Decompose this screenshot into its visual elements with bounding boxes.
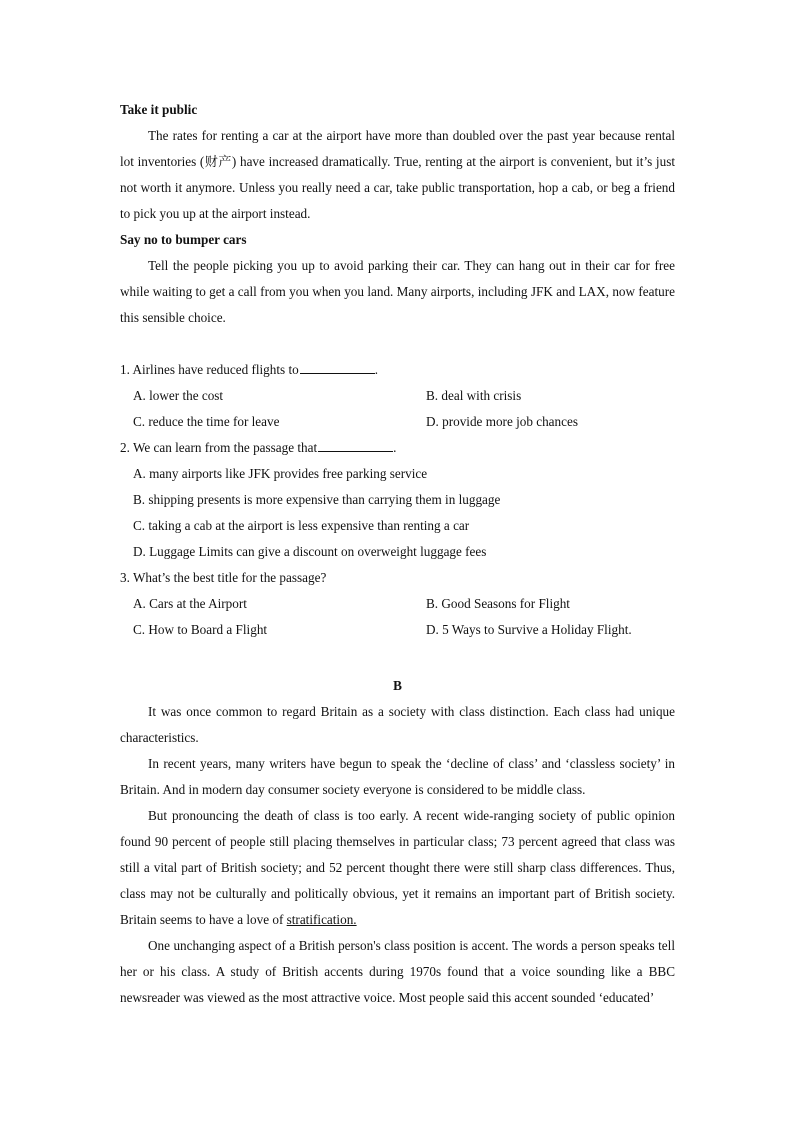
question-3-options xyxy=(120,591,675,643)
stratification-word: stratification. xyxy=(286,912,357,927)
section-b-paragraph-4: One unchanging aspect of a British person's class position is accent. The words a person speaks tell her or his class. A study of British accents during 1970s found that a voice sounding like a BBC newsreader was viewed as the most attractive voice. Most people said this accent sounded ‘educated’ xyxy=(120,938,675,1005)
question-2-options xyxy=(120,461,675,565)
paragraph-take-it-public: The rates for renting a car at the airport have more than doubled over the past year because rental lot inventories (财产) have increased dramatically. True, renting at the airport is convenient, but it’s just not worth it anymore. Unless you really need a car, take public transportation, hop a cab, or beg a friend to pick you up at the airport instead. xyxy=(120,128,675,221)
question-2-option-d: D. Luggage Limits can give a discount on overweight luggage fees xyxy=(133,544,487,559)
question-1-blank xyxy=(300,359,375,374)
question-2-blank xyxy=(318,437,393,452)
section-b-paragraph-2: In recent years, many writers have begun to speak the ‘decline of class’ and ‘classless society’ in Britain. And in modern day consumer society everyone is considered to be middle class. xyxy=(120,756,675,797)
question-2-option-b: B. shipping presents is more expensive than carrying them in luggage xyxy=(133,492,501,507)
question-2-option-a: A. many airports like JFK provides free parking service xyxy=(133,466,428,481)
paragraph-bumper-cars: Tell the people picking you up to avoid parking their car. They can hang out in their car for free while waiting to get a call from you when you land. Many airports, including JFK and LAX, now feature this sensible choice. xyxy=(120,258,675,325)
question-3-option-d: D. 5 Ways to Survive a Holiday Flight. xyxy=(426,622,632,637)
question-3-option-c: C. How to Board a Flight xyxy=(133,622,268,637)
heading-say-no-to-bumper-cars: Say no to bumper cars xyxy=(120,232,247,247)
question-1-end: . xyxy=(374,362,379,377)
question-1-option-a: A. lower the cost xyxy=(133,388,224,403)
section-b-title: B xyxy=(393,678,402,693)
question-1-option-c: C. reduce the time for leave xyxy=(133,414,280,429)
question-1 xyxy=(120,357,675,383)
spacer xyxy=(120,331,675,357)
question-1-option-b: B. deal with crisis xyxy=(426,388,522,403)
section-b-paragraph-1: It was once common to regard Britain as a society with class distinction. Each class had unique characteristics. xyxy=(120,704,675,745)
document-content xyxy=(120,97,675,1011)
question-2 xyxy=(120,435,675,461)
heading-take-it-public: Take it public xyxy=(120,102,198,117)
question-1-option-d: D. provide more job chances xyxy=(426,414,578,429)
question-3-option-b: B. Good Seasons for Flight xyxy=(426,596,570,611)
question-1-options xyxy=(120,383,675,435)
question-1-stem: 1. Airlines have reduced flights to xyxy=(120,362,299,377)
spacer xyxy=(120,643,675,669)
question-2-option-c: C. taking a cab at the airport is less expensive than renting a car xyxy=(133,518,470,533)
question-3-option-a: A. Cars at the Airport xyxy=(133,596,247,611)
question-2-stem: 2. We can learn from the passage that xyxy=(120,440,318,455)
section-b-paragraph-3 xyxy=(120,803,675,933)
section-b-paragraph-3-text: But pronouncing the death of class is too early. A recent wide-ranging society of public opinion found 90 percent of people still placing themselves in particular class; 73 percent agreed that class was still a vital part of British society; and 52 percent thought there were still sharp class differences. Thus, class may not be culturally and politically obvious, yet it remains an important part of British society. Britain seems to have a love of xyxy=(120,808,675,927)
question-3: 3. What’s the best title for the passage? xyxy=(120,570,327,585)
question-2-end: . xyxy=(393,440,397,455)
